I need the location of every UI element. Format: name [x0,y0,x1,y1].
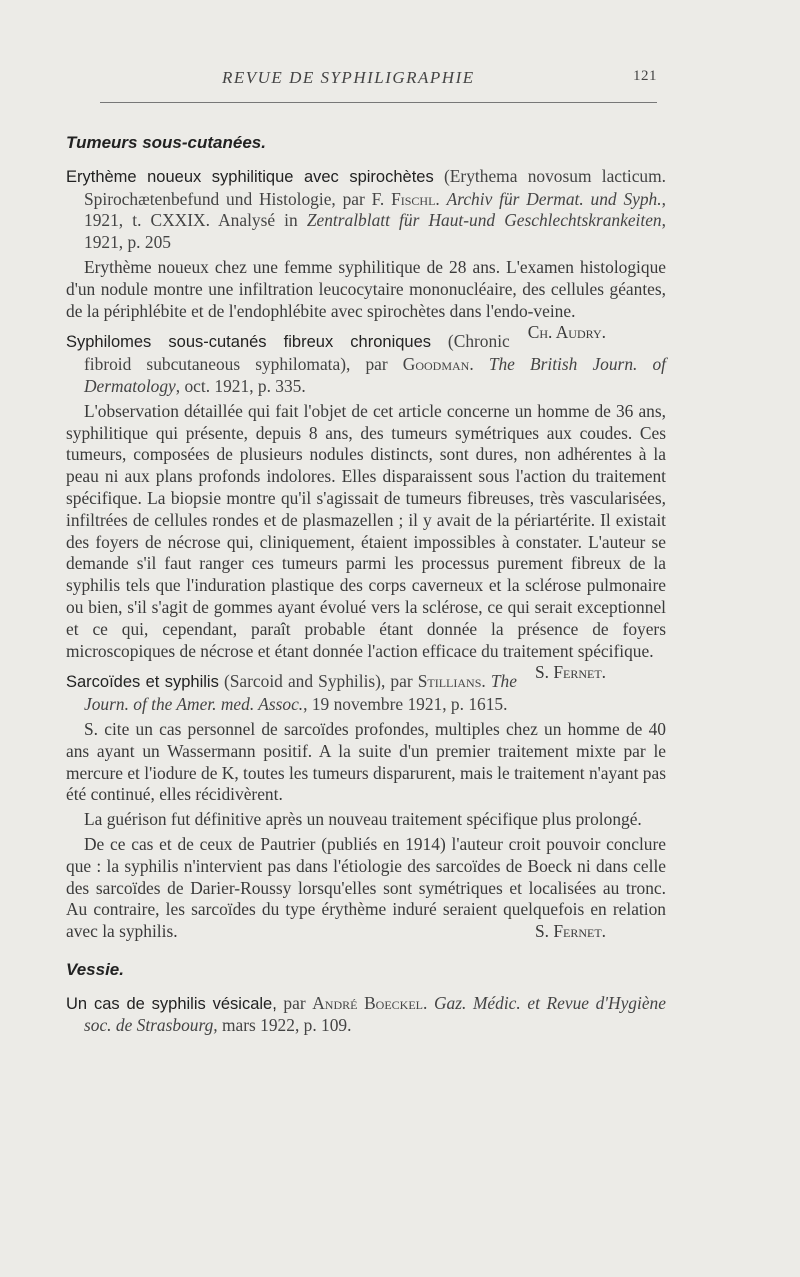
signature: S. Fernet. [534,921,606,942]
article-journal: The British Journ. of Dermatology [84,354,666,396]
article-paragraph: De ce cas et de ceux de Pautrier (publiés en 1914) l'auteur croit pouvoir conclure que : la syphilis n'intervient pas dans l'étiologie des sarcoïdes de Boeck ni dans celle des sarcoïdes de Darier-Roussy lorsqu'elles sont symétriques et localisées au tronc. Au contraire, les sarcoïdes du type érythème induré seraient quelquefois en relation avec la syphilis. S. Fernet. [66,833,666,942]
article-entry [66,993,666,1038]
article-vesicale [66,993,666,1038]
article-paragraph: L'observation détaillée qui fait l'objet de cet article concerne un homme de 36 ans, syphilitique qui présente, depuis 8 ans, des tumeurs symétriques aux coudes. Ces tumeurs, composées de plusieurs nodules distincts, sont dures, non adhérentes à la peau ni aux plans profonds indolores. Elles disparaissent sous l'action du traitement spécifique. La biopsie montre qu'il s'agissait de tumeurs fibreuses, très vascularisées, infiltrées de cellules rondes et de plasmazellen ; il y avait de la périartérite. Il existait des foyers de nécrose qui, cliniquement, étaient impossibles à constater. L'auteur se demande s'il faut ranger ces tumeurs parmi les processus purement fibreux de la syphilis tels que l'induration plastique des corps caverneux et la sclérose pulmonaire ou bien, s'il s'agit de gommes ayant évolué vers la sclérose, ce qui serait exceptionnel et ce qui, cependant, paraît probable étant donnée la présence de foyers microscopiques de nécrose et étant donnée l'action efficace du traitement spécifique. S. Fernet. [66,400,666,683]
signature: S. Fernet. [534,662,606,683]
article-author: Stillians. [417,671,486,692]
header-rule [100,102,657,103]
article-author: André Boeckel. [312,992,428,1013]
article-author: F. Fischl. [371,188,440,209]
article-ref: (Erythema novosum lacticum. Spirochætenbefund und Histologie, par [84,165,666,209]
page-body [66,132,666,1046]
article-ref2: , 19 novembre 1921, p. 1615. [303,694,508,715]
article-ref2: mars 1922, p. 109. [222,1015,352,1036]
article-sarcoides [66,671,666,943]
article-ref: (Chronic fibroid subcutaneous syphilomata), par [84,331,510,375]
article-title: Un cas de syphilis vésicale, [66,994,277,1013]
article-ref2: , oct. 1921, p. 335. [175,375,306,396]
article-ref3: , 1921, p. 205 [84,210,666,253]
page-number: 121 [633,68,657,84]
article-title: Syphilomes sous-cutanés fibreux chroniques [66,333,432,352]
section-title-tumeurs: Tumeurs sous-cutanées. [66,133,266,152]
article-paragraph: Erythème noueux chez une femme syphilitique de 28 ans. L'examen histologique d'un nodule montre une infiltration leucocytaire mononucléaire, des cellules géantes, de la périphlébite et de l'endophlébite avec spirochètes dans l'endo-veine. Ch. Audry. [66,256,666,343]
article-author: Goodman. [402,354,474,375]
signature: Ch. Audry. [527,322,606,343]
article-paragraph: S. cite un cas personnel de sarcoïdes profondes, multiples chez un homme de 40 ans ayant un Wassermann positif. A la suite d'un premier traitement mixte par le mercure et l'iodure de K, toutes les tumeurs disparurent, mais le traitement n'ayant pas été continué, elles récidivèrent. [66,718,666,805]
article-paragraph: La guérison fut définitive après un nouveau traitement spécifique plus prolongé. [84,809,642,830]
article-journal: Gaz. Médic. et Revue d'Hygiène soc. de Strasbourg, [84,992,666,1036]
article-ref2: , 1921, t. CXXIX. Analysé in [84,188,666,231]
running-title: REVUE DE SYPHILIGRAPHIE [222,68,475,87]
running-header [222,68,657,88]
article-ref: (Sarcoid and Syphilis), par [223,671,413,692]
article-ref: par [283,992,306,1013]
article-title: Sarcoïdes et syphilis [66,673,219,692]
section-title-vessie: Vessie. [66,959,124,979]
article-journal: Archiv für Dermat. und Syph. [446,188,662,209]
article-title: Erythème noueux syphilitique avec spirochètes [66,167,434,186]
article-journal: The Journ. of the Amer. med. Assoc. [84,671,517,715]
article-journal2: Zentralblatt für Haut-und Geschlechtskrankeiten [306,210,662,231]
article-entry [66,166,666,254]
